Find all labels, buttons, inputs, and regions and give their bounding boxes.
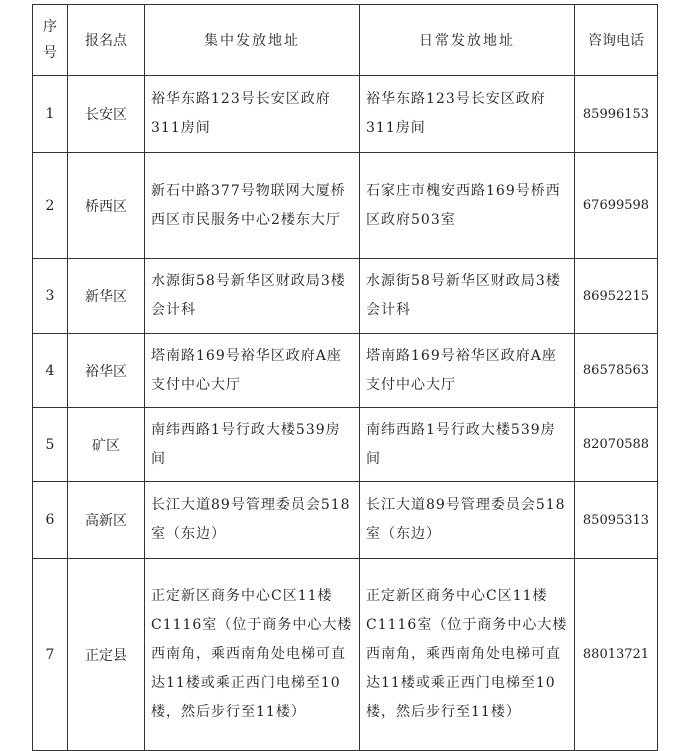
row-central-address: 南纬西路1号行政大楼539房间 xyxy=(145,408,360,482)
table-header-row xyxy=(33,5,658,76)
row-daily-address: 塔南路169号裕华区政府A座支付中心大厅 xyxy=(360,334,575,408)
row-registration-point: 裕华区 xyxy=(68,334,145,408)
row-phone: 88013721 xyxy=(575,559,658,751)
row-phone: 67699598 xyxy=(575,153,658,259)
row-number: 2 xyxy=(33,153,68,259)
row-registration-point: 桥西区 xyxy=(68,153,145,259)
row-central-address: 正定新区商务中心C区11楼C1116室（位于商务中心大楼西南角，乘西南角处电梯可直达11楼或乘正西门电梯至10楼，然后步行至11楼） xyxy=(145,559,360,751)
row-registration-point: 矿区 xyxy=(68,408,145,482)
row-daily-address: 正定新区商务中心C区11楼C1116室（位于商务中心大楼西南角，乘西南角处电梯可直达11楼或乘正西门电梯至10楼，然后步行至11楼） xyxy=(360,559,575,751)
row-central-address: 新石中路377号物联网大厦桥西区市民服务中心2楼东大厅 xyxy=(145,153,360,259)
row-daily-address: 南纬西路1号行政大楼539房间 xyxy=(360,408,575,482)
header-number-line1: 序 xyxy=(43,19,57,35)
table-row xyxy=(33,334,658,408)
header-number-line2: 号 xyxy=(43,45,57,61)
row-central-address: 长江大道89号管理委员会518室（东边） xyxy=(145,482,360,559)
row-number: 5 xyxy=(33,408,68,482)
header-central-address: 集中发放地址 xyxy=(145,5,360,76)
row-number: 1 xyxy=(33,76,68,153)
row-daily-address: 长江大道89号管理委员会518室（东边） xyxy=(360,482,575,559)
registration-table xyxy=(32,4,658,751)
table-row xyxy=(33,482,658,559)
row-registration-point: 正定县 xyxy=(68,559,145,751)
table-row xyxy=(33,559,658,751)
row-phone: 86578563 xyxy=(575,334,658,408)
row-phone: 85095313 xyxy=(575,482,658,559)
row-registration-point: 高新区 xyxy=(68,482,145,559)
row-number: 3 xyxy=(33,259,68,334)
table-row xyxy=(33,408,658,482)
header-phone: 咨询电话 xyxy=(575,5,658,76)
table-row xyxy=(33,76,658,153)
row-registration-point: 新华区 xyxy=(68,259,145,334)
row-number: 4 xyxy=(33,334,68,408)
row-daily-address: 石家庄市槐安西路169号桥西区政府503室 xyxy=(360,153,575,259)
row-phone: 86952215 xyxy=(575,259,658,334)
row-registration-point: 长安区 xyxy=(68,76,145,153)
row-phone: 85996153 xyxy=(575,76,658,153)
table-row xyxy=(33,259,658,334)
header-number xyxy=(33,5,68,76)
row-number: 6 xyxy=(33,482,68,559)
row-daily-address: 水源街58号新华区财政局3楼会计科 xyxy=(360,259,575,334)
row-daily-address: 裕华东路123号长安区政府311房间 xyxy=(360,76,575,153)
table-row xyxy=(33,153,658,259)
row-central-address: 塔南路169号裕华区政府A座支付中心大厅 xyxy=(145,334,360,408)
row-number: 7 xyxy=(33,559,68,751)
row-central-address: 裕华东路123号长安区政府311房间 xyxy=(145,76,360,153)
header-registration-point: 报名点 xyxy=(68,5,145,76)
row-central-address: 水源街58号新华区财政局3楼会计科 xyxy=(145,259,360,334)
row-phone: 82070588 xyxy=(575,408,658,482)
header-daily-address: 日常发放地址 xyxy=(360,5,575,76)
